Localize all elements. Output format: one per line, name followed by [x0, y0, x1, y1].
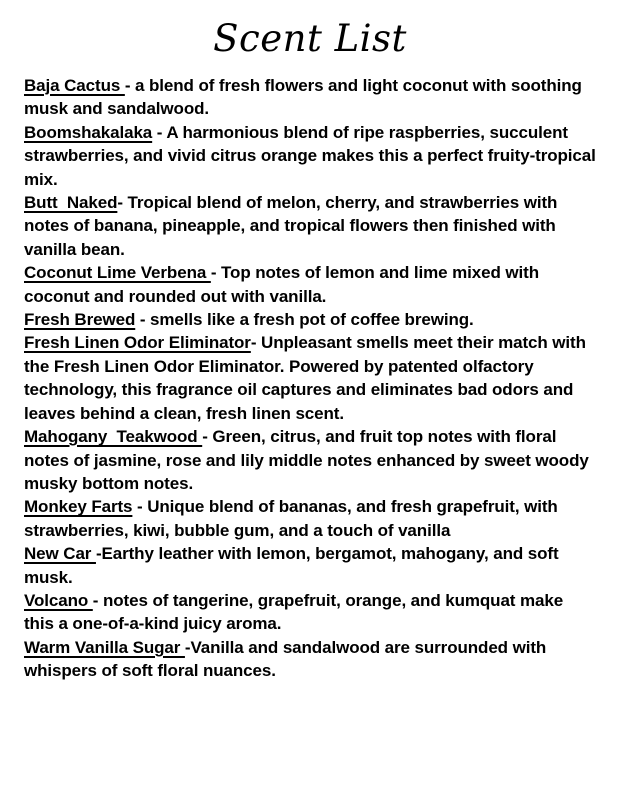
scent-name: Boomshakalaka [24, 122, 153, 142]
scent-description: - A harmonious blend of ripe raspberries, succulent strawberries, and vivid citrus orange makes this a perfect fruity-tropical mix. [24, 122, 601, 189]
scent-name: Butt Naked [24, 193, 118, 213]
scent-entry-mahogany-teakwood [24, 425, 596, 495]
scent-entry-coconut-lime-verbena [24, 261, 596, 308]
scent-description: - Green, citrus, and fruit top notes with floral notes of jasmine, rose and lily middle notes enhanced by sweet woody musky bottom notes. [24, 427, 594, 493]
scent-name: Coconut Lime Verbena [24, 263, 211, 283]
scent-description: -Vanilla and sandalwood are surrounded with whispers of soft floral nuances. [24, 637, 551, 681]
scent-entry-butt-naked [24, 191, 596, 261]
scent-name: Fresh Linen Odor Eliminator [24, 333, 251, 353]
scent-entry-fresh-brewed [24, 308, 596, 331]
scent-description: -Earthy leather with lemon, bergamot, mahogany, and soft musk. [24, 544, 564, 587]
scent-entry-new-car [24, 542, 596, 589]
scent-name: Mahogany Teakwood [24, 427, 203, 447]
scent-entry-baja-cactus [24, 74, 596, 121]
scent-description: - Tropical blend of melon, cherry, and strawberries with notes of banana, pineapple, and tropical flowers then finished with vanilla bean. [24, 193, 562, 259]
scent-description: - notes of tangerine, grapefruit, orange, and kumquat make this a one-of-a-kind juicy aroma. [24, 590, 568, 634]
scent-entry-boomshakalaka [24, 121, 601, 191]
scent-entry-monkey-farts [24, 495, 596, 542]
scent-name: Warm Vanilla Sugar [24, 637, 185, 657]
scent-description: - a blend of fresh flowers and light coconut with soothing musk and sandalwood. [24, 76, 587, 119]
page-title: Scent List [213, 17, 407, 60]
scent-name: Monkey Farts [24, 497, 133, 517]
scent-list [0, 74, 620, 683]
scent-entry-warm-vanilla-sugar [24, 636, 596, 683]
scent-name: New Car [24, 544, 96, 564]
scent-entry-volcano [24, 589, 596, 636]
scent-description: - Top notes of lemon and lime mixed with coconut and rounded out with vanilla. [24, 263, 544, 306]
scent-name: Baja Cactus [24, 76, 125, 95]
scent-description: - Unique blend of bananas, and fresh grapefruit, with strawberries, kiwi, bubble gum, and a touch of vanilla [24, 497, 563, 540]
scent-description: - Unpleasant smells meet their match with the Fresh Linen Odor Eliminator. Powered by patented olfactory technology, this fragrance oil captures and eliminates bad odors and leaves behind a clean, fresh linen scent. [24, 333, 591, 423]
scent-entry-fresh-linen-odor-eliminator [24, 331, 596, 425]
scent-name: Volcano [24, 590, 93, 610]
scent-description: - smells like a fresh pot of coffee brewing. [135, 310, 474, 330]
scent-name: Fresh Brewed [24, 310, 136, 330]
